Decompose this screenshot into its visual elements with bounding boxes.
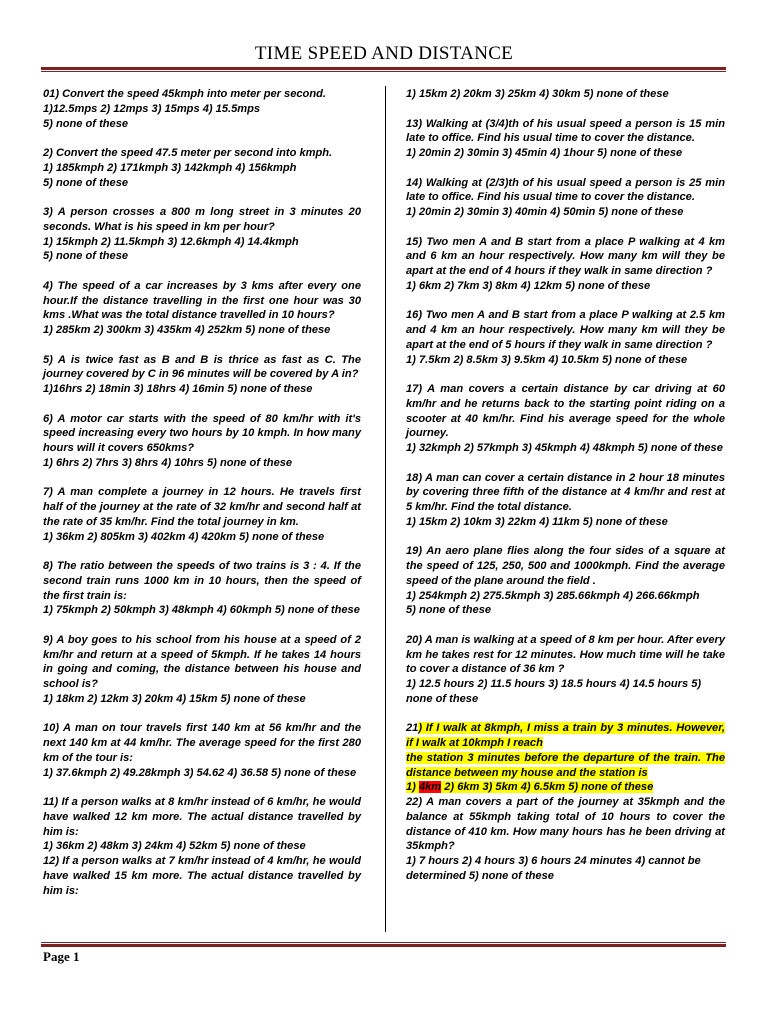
question-stem: 13) Walking at (3/4)th of his usual speed a person is 15 min late to office. Find his usual time to cover the distance. [406,117,725,145]
question-options: 1) 20min 2) 30min 3) 45min 4) 1hour 5) none of these [406,147,683,159]
question-stem: 8) The ratio between the speeds of two trains is 3 : 4. If the second train runs 1000 km in 10 hours, then the speed of the first train is: [43,560,361,602]
question-stem-continued [406,751,725,781]
question-stem: 19) An aero plane flies along the four sides of a square at the speed of 125, 250, 500 and 1000kmph. Find the average speed of the plane around the field . [406,545,725,587]
question-options: 1) 36km 2) 805km 3) 402km 4) 420km 5) none of these [43,530,325,543]
question-stem: 16) Two men A and B start from a place P walking at 2.5 km and 4 km an hour respectively. How many km will they be apart at the end of 5 hours if they walk in same direction ? [406,309,725,351]
highlighted-text: ) If I walk at 8kmph, I miss a train by 3 minutes. However, if I walk at 10kmph I reach [406,722,725,749]
question-stem: 11) If a person walks at 8 km/hr instead of 6 km/hr, he would have walked 12 km more. The actual distance travelled by him is: [43,796,361,838]
question-stem: 17) A man covers a certain distance by car driving at 60 km/hr and he returns back to the starting point riding on a scooter at 40 km/hr. Find his average speed for the whole journey. [406,383,725,440]
question-stem: 5) A is twice fast as B and B is thrice as fast as C. The journey covered by C in 96 minutes will be covered by A in? [43,353,361,381]
question-options: 1) 32kmph 2) 57kmph 3) 45kmph 4) 48kmph 5) none of these [406,442,723,454]
question-21 [406,721,725,795]
question-stem: 18) A man can cover a certain distance in 2 hour 18 minutes by covering three fifth of the distance at 4 km/hr and rest at 5 km/hr. Find the total distance. [406,471,725,513]
question-07 [43,485,361,544]
question-options: 1) 185kmph 2) 171kmph 3) 142kmph 4) 156kmph [43,161,297,174]
question-22 [406,795,725,884]
question-options: 1) 15kmph 2) 11.5kmph 3) 12.6kmph 4) 14.4kmph [43,235,299,248]
question-04 [43,279,361,338]
question-options: 1) 285km 2) 300km 3) 435km 4) 252km 5) none of these [43,324,331,336]
question-stem: 4) The speed of a car increases by 3 kms after every one hour.If the distance travelling in the first one hour was 30 kms .What was the total distance travelled in 10 hours? [43,279,361,322]
question-09 [43,633,361,707]
question-stem: 15) Two men A and B start from a place P walking at 4 km and 6 km an hour respectively. How many km will they be apart at the end of 4 hours if they walk in same direction ? [406,235,725,277]
question-options [406,780,725,795]
title-rule-thin [41,71,726,72]
question-03 [43,205,361,264]
question-options: 1) 15km 2) 10km 3) 22km 4) 11km 5) none of these [406,515,668,528]
question-options: 1) 12.5 hours 2) 11.5 hours 3) 18.5 hours 4) 14.5 hours 5) none of these [406,678,702,705]
question-14 [406,176,725,220]
question-stem: 9) A boy goes to his school from his house at a speed of 2 km/hr and return at a speed of 5kmph. If he takes 14 hours in going and coming, the distance between his house and school is? [43,633,361,690]
question-stem: 14) Walking at (2/3)th of his usual speed a person is 25 min late to office. Find his usual time to cover the distance. [406,176,725,204]
question-number: 21 [406,722,419,735]
question-16 [406,308,725,367]
question-12-options [406,87,725,102]
question-19 [406,544,725,618]
question-stem: 6) A motor car starts with the speed of 80 km/hr with it's speed increasing every two hours by 10 kmph. In how many hours will it covers 650kms? [43,412,361,454]
question-stem: 10) A man on tour travels first 140 km at 56 km/hr and the next 140 km at 44 km/hr. The average speed for the first 280 km of the tour is: [43,722,361,764]
question-options: 1) 6hrs 2) 7hrs 3) 8hrs 4) 10hrs 5) none of these [43,456,293,469]
question-12 [43,854,361,898]
question-15 [406,235,725,294]
page-number: Page 1 [43,949,80,964]
question-11 [43,795,361,854]
question-options: 1) 18km 2) 12km 3) 20km 4) 15km 5) none of these [43,692,306,705]
question-options: 1)12.5mps 2) 12mps 3) 15mps 4) 15.5mps [43,102,261,115]
question-options: 5) none of these [43,117,129,130]
highlighted-text: the station 3 minutes before the departure of the train. The distance between my house and the station is [406,751,725,779]
question-options: 1)16hrs 2) 18min 3) 18hrs 4) 16min 5) none of these [43,383,313,395]
question-02 [43,146,361,190]
question-options: 5) none of these [406,604,492,617]
question-05 [43,353,361,397]
question-17 [406,382,725,456]
question-options: 1) 15km 2) 20km 3) 25km 4) 30km 5) none of these [406,88,669,100]
question-stem: 7) A man complete a journey in 12 hours. He travels first half of the journey at the rate of 32 km/hr and second half at the rate of 35 km/hr. Find the total journey in km. [43,486,361,528]
right-column [406,87,725,884]
question-options: 1) 6km 2) 7km 3) 8km 4) 12km 5) none of these [406,279,651,292]
marked-answer: 4km [418,781,442,794]
option-prefix: 1) [406,781,419,794]
question-options: 1) 37.6kmph 2) 49.28kmph 3) 54.62 4) 36.58 5) none of these [43,766,357,779]
footer-rule-thin [41,942,726,943]
question-options: 5) none of these [43,250,129,263]
question-08 [43,559,361,618]
page-title: TIME SPEED AND DISTANCE [254,43,514,64]
footer-rule-thick [41,944,726,947]
question-options: 1) 20min 2) 30min 3) 40min 4) 50min 5) none of these [406,206,684,218]
question-stem: 22) A man covers a part of the journey at 35kmph and the balance at 55kmph taking total of 10 hours to cover the distance of 410 km. How many hours has he been driving at 35kmph? [406,796,725,853]
left-column [43,87,361,898]
options-rest: 2) 6km 3) 5km 4) 6.5km 5) none of these [441,781,654,794]
question-stem: 3) A person crosses a 800 m long street in 3 minutes 20 seconds. What is his speed in km per hour? [43,206,361,233]
question-stem [406,721,725,751]
column-divider [385,86,386,932]
question-10 [43,721,361,780]
title-rule-thick [41,67,726,70]
question-stem: 2) Convert the speed 47.5 meter per second into kmph. [43,147,333,159]
question-options: 1) 36km 2) 48km 3) 24km 4) 52km 5) none of these [43,840,306,853]
question-options: 1) 75kmph 2) 50kmph 3) 48kmph 4) 60kmph 5) none of these [43,604,360,617]
question-18 [406,471,725,530]
question-options: 1) 7 hours 2) 4 hours 3) 6 hours 24 minutes 4) cannot be determined 5) none of these [406,855,701,882]
question-options: 1) 254kmph 2) 275.5kmph 3) 285.66kmph 4) 266.66kmph [406,589,700,602]
question-13 [406,117,725,161]
question-stem: 01) Convert the speed 45kmph into meter per second. [43,88,326,100]
question-06 [43,412,361,471]
question-stem: 20) A man is walking at a speed of 8 km per hour. After every km he takes rest for 12 minutes. How much time will he take to cover a distance of 36 km ? [406,633,725,676]
question-20 [406,633,725,707]
question-stem: 12) If a person walks at 7 km/hr instead of 4 km/hr, he would have walked 15 km more. The actual distance travelled by him is: [43,855,361,897]
question-options: 1) 7.5km 2) 8.5km 3) 9.5km 4) 10.5km 5) none of these [406,353,688,366]
question-options: 5) none of these [43,176,129,189]
question-01 [43,87,361,131]
